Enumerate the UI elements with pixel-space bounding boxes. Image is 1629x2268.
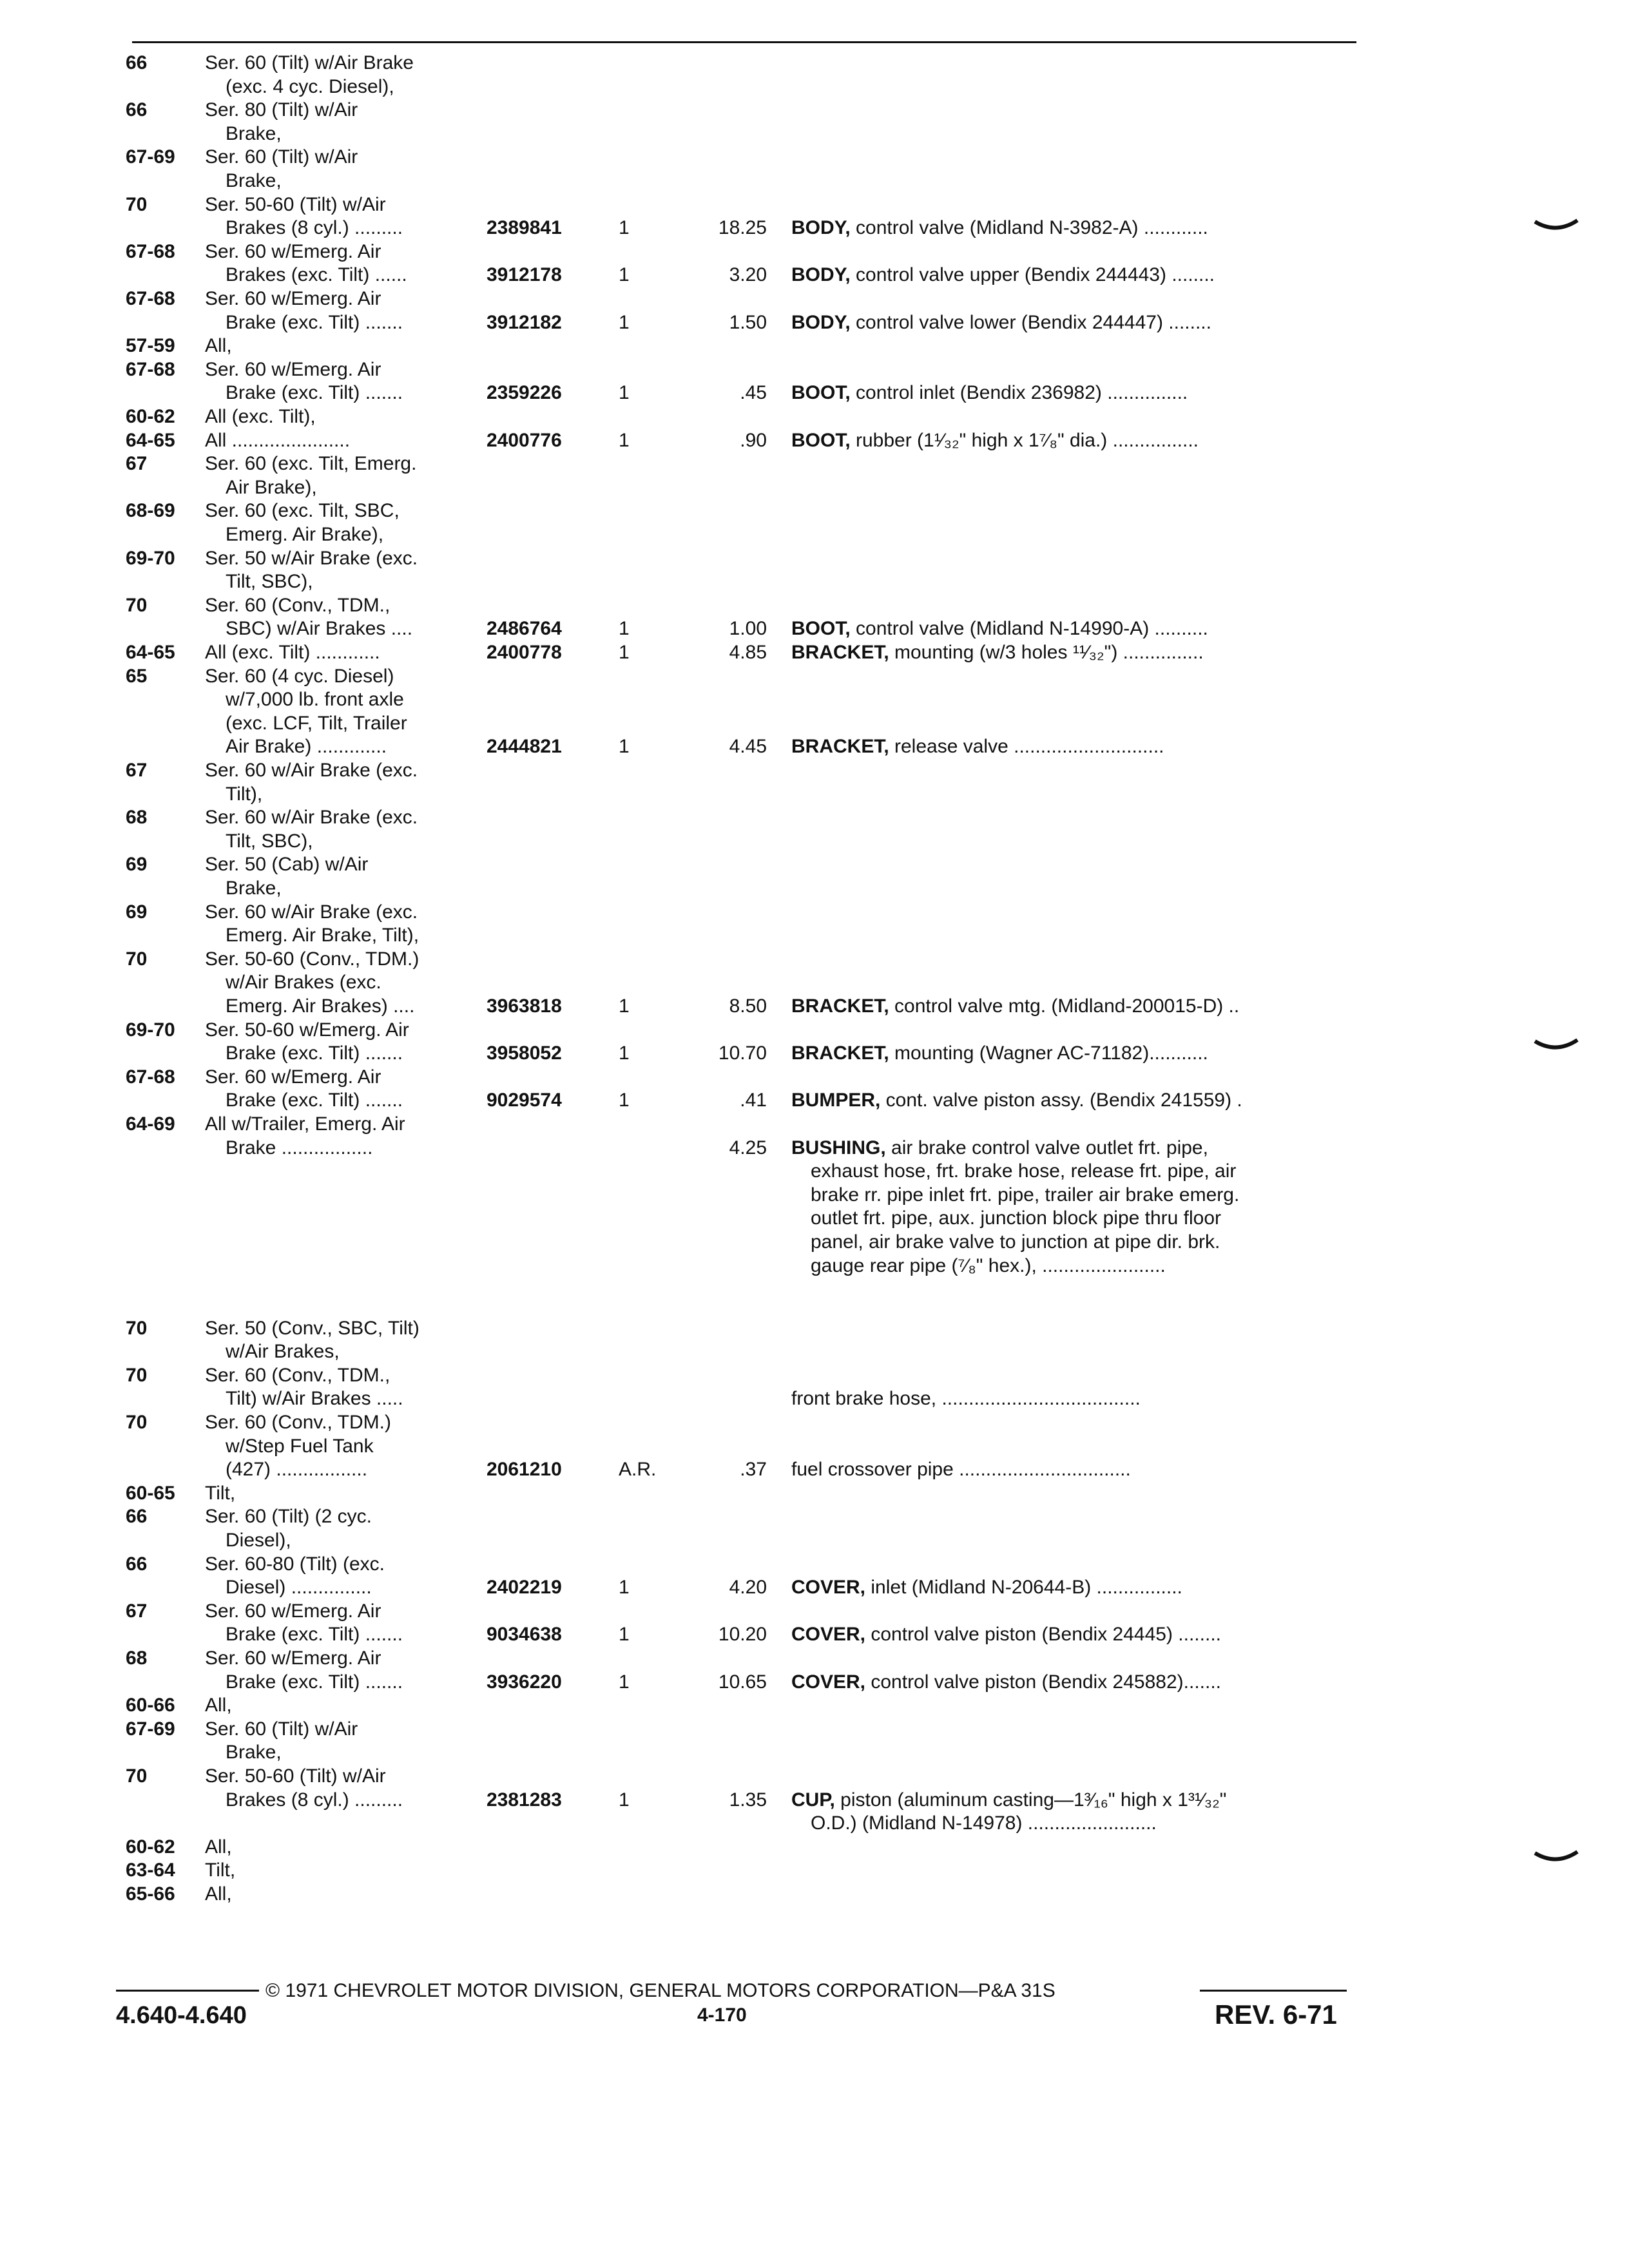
list-price: .45 [740,382,767,403]
model-year: 64-69 [126,1113,175,1135]
footer-rule-right [1200,1990,1347,1992]
item-description [791,381,1188,405]
model-year: 67-68 [126,1066,175,1088]
model-year: 67 [126,760,148,781]
application-continued: Brakes (8 cyl.) ......... [226,217,403,238]
application: Ser. 60 w/Emerg. Air [205,359,381,380]
application-continued: Brake (exc. Tilt) ....... [226,382,403,403]
item-description [791,311,1211,334]
item-description [791,429,1199,452]
model-year: 65-66 [126,1883,175,1905]
application-continued: Brake ................. [226,1137,373,1158]
application: Ser. 60-80 (Tilt) (exc. [205,1553,385,1575]
model-year: 66 [126,1553,148,1575]
model-year: 67-68 [126,359,175,380]
item-description-text: control inlet (Bendix 236982) ............... [850,382,1188,403]
item-description [791,1042,1208,1065]
part-number: 2486764 [487,618,562,639]
item-name: COVER, [791,1624,866,1645]
application: Ser. 60 (exc. Tilt, Emerg. [205,453,417,474]
model-year: 63-64 [126,1860,175,1881]
item-description [791,264,1215,287]
list-price: 4.45 [729,736,767,757]
part-number: 9034638 [487,1624,562,1645]
model-year: 69-70 [126,548,175,569]
application-continued: Brake, [226,123,282,144]
application: Ser. 60 (Tilt) w/Air [205,1718,358,1740]
application-continued: Emerg. Air Brake), [226,524,384,545]
item-description-text: inlet (Midland N-20644-B) ................ [865,1577,1182,1598]
item-description-continued: brake rr. pipe inlet frt. pipe, trailer air brake emerg. [811,1184,1240,1206]
application-continued: Tilt), [226,783,263,805]
quantity: 1 [619,264,630,285]
part-number: 3912182 [487,312,562,333]
application: All (exc. Tilt) ............ [205,642,380,663]
application-continued: Air Brake), [226,477,317,498]
model-year: 70 [126,194,148,215]
application: Ser. 60 (exc. Tilt, SBC, [205,500,400,521]
application: Ser. 50-60 (Tilt) w/Air [205,194,386,215]
list-price: 18.25 [718,217,767,238]
model-year: 68-69 [126,500,175,521]
quantity: 1 [619,618,630,639]
model-year: 67 [126,1600,148,1622]
application-continued: w/7,000 lb. front axle [226,689,404,710]
application: Ser. 60 (4 cyc. Diesel) [205,666,394,687]
application-continued: Brake, [226,878,282,899]
application: Ser. 60 w/Emerg. Air [205,288,381,309]
application: Ser. 60 (Conv., TDM.) [205,1412,391,1433]
quantity: 1 [619,430,630,451]
list-price: 4.20 [729,1577,767,1598]
item-description-text: control valve lower (Bendix 244447) ........ [850,312,1211,333]
quantity: 1 [619,1789,630,1811]
part-number: 2061210 [487,1459,562,1480]
item-description: front brake hose, ..................................... [791,1388,1141,1409]
application-continued: Emerg. Air Brake, Tilt), [226,925,419,946]
application-continued: Brake (exc. Tilt) ....... [226,312,403,333]
application-continued: Diesel) ............... [226,1577,372,1598]
item-name: COVER, [791,1577,866,1598]
item-description-continued: O.D.) (Midland N-14978) ........................ [811,1812,1157,1834]
model-year: 64-65 [126,642,175,663]
application: Ser. 60 w/Emerg. Air [205,1648,381,1669]
part-number: 3912178 [487,264,562,285]
model-year: 69 [126,901,148,923]
quantity: 1 [619,312,630,333]
part-number: 9029574 [487,1090,562,1111]
model-year: 69 [126,854,148,875]
list-price: 1.35 [729,1789,767,1811]
item-description-continued: panel, air brake valve to junction at pipe dir. brk. [811,1231,1220,1253]
application: All, [205,1883,232,1905]
application-continued: Brake (exc. Tilt) ....... [226,1624,403,1645]
part-number: 2400778 [487,642,562,663]
top-rule [132,41,1356,43]
footer-rule-left [116,1990,259,1992]
list-price: 10.65 [718,1671,767,1693]
item-description-text: release valve ............................ [889,736,1164,757]
application: Ser. 50-60 (Tilt) w/Air [205,1765,386,1787]
model-year: 69-70 [126,1019,175,1041]
application-continued: Brake (exc. Tilt) ....... [226,1671,403,1693]
quantity: 1 [619,642,630,663]
item-description-text: control valve upper (Bendix 244443) ........ [850,264,1215,285]
model-year: 65 [126,666,148,687]
application: Ser. 60 (Tilt) w/Air Brake [205,52,414,73]
application: Ser. 60 (Conv., TDM., [205,595,390,616]
model-year: 70 [126,948,148,970]
application: Ser. 50-60 (Conv., TDM.) [205,948,419,970]
item-name: BUSHING, [791,1137,886,1158]
model-year: 68 [126,1648,148,1669]
part-number: 3936220 [487,1671,562,1693]
part-number: 3963818 [487,995,562,1017]
item-description [791,1576,1182,1599]
list-price: 10.20 [718,1624,767,1645]
model-year: 66 [126,52,148,73]
application: Ser. 60 w/Emerg. Air [205,1600,381,1622]
margin-tick-mark [1534,1037,1579,1053]
model-year: 66 [126,1506,148,1527]
part-number: 2402219 [487,1577,562,1598]
application-continued: w/Air Brakes, [226,1341,340,1362]
application-continued: Brake, [226,170,282,191]
item-description-text: control valve (Midland N-14990-A) .......... [850,618,1208,639]
item-description [791,641,1204,664]
application: Ser. 60 (Tilt) (2 cyc. [205,1506,372,1527]
application-continued: (exc. LCF, Tilt, Trailer [226,713,407,734]
part-number: 2444821 [487,736,562,757]
item-description [791,1671,1221,1694]
model-year: 67 [126,453,148,474]
model-year: 67-68 [126,241,175,262]
application: All w/Trailer, Emerg. Air [205,1113,405,1135]
margin-tick-mark [1534,1849,1579,1865]
application: Ser. 60 w/Air Brake (exc. [205,901,418,923]
application-continued: Tilt, SBC), [226,831,313,852]
application-continued: Brake (exc. Tilt) ....... [226,1043,403,1064]
item-description [791,995,1239,1018]
model-year: 67-69 [126,1718,175,1740]
application: All, [205,1836,232,1858]
model-year: 60-62 [126,406,175,427]
item-description-text: mounting (w/3 holes ¹¹⁄₃₂") ............... [889,642,1204,663]
item-description-text: control valve piston (Bendix 245882)....... [865,1671,1221,1693]
application-continued: (427) ................. [226,1459,368,1480]
model-year: 70 [126,1365,148,1386]
quantity: 1 [619,1671,630,1693]
list-price: .37 [740,1459,767,1480]
application: Ser. 50 w/Air Brake (exc. [205,548,418,569]
model-year: 60-65 [126,1483,175,1504]
application-continued: Brakes (8 cyl.) ......... [226,1789,403,1811]
quantity: 1 [619,1043,630,1064]
application-continued: Brakes (exc. Tilt) ...... [226,264,407,285]
model-year: 64-65 [126,430,175,451]
application-continued: Tilt) w/Air Brakes ..... [226,1388,403,1409]
item-name: BOOT, [791,430,851,451]
list-price: 4.25 [729,1137,767,1158]
revision-label: REV. 6-71 [1215,1999,1337,2030]
application-continued: Air Brake) ............. [226,736,387,757]
application: All (exc. Tilt), [205,406,316,427]
item-description-text: control valve piston (Bendix 24445) ........ [865,1624,1221,1645]
item-name: BRACKET, [791,1043,889,1064]
part-number: 2400776 [487,430,562,451]
list-price: 1.00 [729,618,767,639]
application: Ser. 60 (Tilt) w/Air [205,146,358,168]
part-number: 2381283 [487,1789,562,1811]
quantity: 1 [619,736,630,757]
application: Ser. 60 w/Emerg. Air [205,241,381,262]
item-name: BOOT, [791,618,851,639]
item-description [791,1789,1226,1812]
item-description-text: cont. valve piston assy. (Bendix 241559) . [880,1090,1242,1111]
item-description [791,1089,1242,1112]
item-description-text: rubber (1¹⁄₃₂" high x 1⁷⁄₈" dia.) ................ [850,430,1199,451]
quantity: 1 [619,1624,630,1645]
model-year: 70 [126,595,148,616]
item-description [791,1137,1208,1160]
quantity: 1 [619,382,630,403]
model-year: 66 [126,99,148,120]
item-description-continued: gauge rear pipe (⁷⁄₈" hex.), ....................... [811,1255,1166,1276]
application-continued: Brake (exc. Tilt) ....... [226,1090,403,1111]
item-name: BRACKET, [791,736,889,757]
item-name: BRACKET, [791,642,889,663]
item-description-text: mounting (Wagner AC-71182)........... [889,1043,1208,1064]
item-description-text: control valve (Midland N-3982-A) ............ [850,217,1208,238]
page-number: 4-170 [697,2004,747,2026]
list-price: .90 [740,430,767,451]
item-name: BODY, [791,217,851,238]
item-name: BUMPER, [791,1090,881,1111]
part-number: 2389841 [487,217,562,238]
application: Tilt, [205,1483,236,1504]
list-price: 4.85 [729,642,767,663]
item-description-continued: outlet frt. pipe, aux. junction block pipe thru floor [811,1207,1222,1229]
application-continued: Diesel), [226,1530,291,1551]
application: Ser. 60 (Conv., TDM., [205,1365,390,1386]
item-name: BRACKET, [791,995,889,1017]
item-description-text: air brake control valve outlet frt. pipe, [885,1137,1208,1158]
item-description-continued: exhaust hose, frt. brake hose, release frt. pipe, air [811,1160,1237,1182]
application-continued: Brake, [226,1742,282,1763]
item-name: CUP, [791,1789,835,1811]
application: All, [205,335,232,356]
model-year: 68 [126,807,148,828]
list-price: 1.50 [729,312,767,333]
application-continued: Tilt, SBC), [226,571,313,592]
application: Ser. 80 (Tilt) w/Air [205,99,358,120]
item-description [791,617,1208,640]
model-year: 60-62 [126,1836,175,1858]
item-description-text: piston (aluminum casting—1³⁄₁₆" high x 1³¹⁄₃₂" [834,1789,1227,1811]
model-year: 70 [126,1765,148,1787]
footer-copyright: © 1971 CHEVROLET MOTOR DIVISION, GENERAL MOTORS CORPORATION—P&A 31S [265,1980,1055,2001]
application-continued: SBC) w/Air Brakes .... [226,618,413,639]
application: All, [205,1695,232,1716]
application-continued: w/Air Brakes (exc. [226,972,381,993]
item-description [791,1623,1221,1646]
application: Ser. 60 w/Air Brake (exc. [205,807,418,828]
list-price: 10.70 [718,1043,767,1064]
item-name: BODY, [791,312,851,333]
part-number: 3958052 [487,1043,562,1064]
item-description [791,216,1208,240]
model-year: 57-59 [126,335,175,356]
application-continued: Emerg. Air Brakes) .... [226,995,415,1017]
document-number: 4.640-4.640 [116,2002,247,2029]
list-price: 8.50 [729,995,767,1017]
application: Tilt, [205,1860,236,1881]
quantity: A.R. [619,1459,657,1480]
part-number: 2359226 [487,382,562,403]
item-description: fuel crossover pipe ................................ [791,1459,1131,1480]
quantity: 1 [619,1577,630,1598]
list-price: 3.20 [729,264,767,285]
item-description [791,735,1164,758]
quantity: 1 [619,995,630,1017]
quantity: 1 [619,1090,630,1111]
item-name: COVER, [791,1671,866,1693]
model-year: 70 [126,1318,148,1339]
application-continued: (exc. 4 cyc. Diesel), [226,76,394,97]
model-year: 60-66 [126,1695,175,1716]
application: Ser. 50 (Conv., SBC, Tilt) [205,1318,419,1339]
application: Ser. 50 (Cab) w/Air [205,854,369,875]
item-name: BOOT, [791,382,851,403]
application: Ser. 60 w/Air Brake (exc. [205,760,418,781]
application-continued: w/Step Fuel Tank [226,1436,374,1457]
application: All ...................... [205,430,351,451]
item-name: BODY, [791,264,851,285]
margin-tick-mark [1534,218,1579,233]
model-year: 67-68 [126,288,175,309]
quantity: 1 [619,217,630,238]
model-year: 70 [126,1412,148,1433]
application: Ser. 60 w/Emerg. Air [205,1066,381,1088]
application: Ser. 50-60 w/Emerg. Air [205,1019,409,1041]
model-year: 67-69 [126,146,175,168]
list-price: .41 [740,1090,767,1111]
item-description-text: control valve mtg. (Midland-200015-D) .. [889,995,1240,1017]
